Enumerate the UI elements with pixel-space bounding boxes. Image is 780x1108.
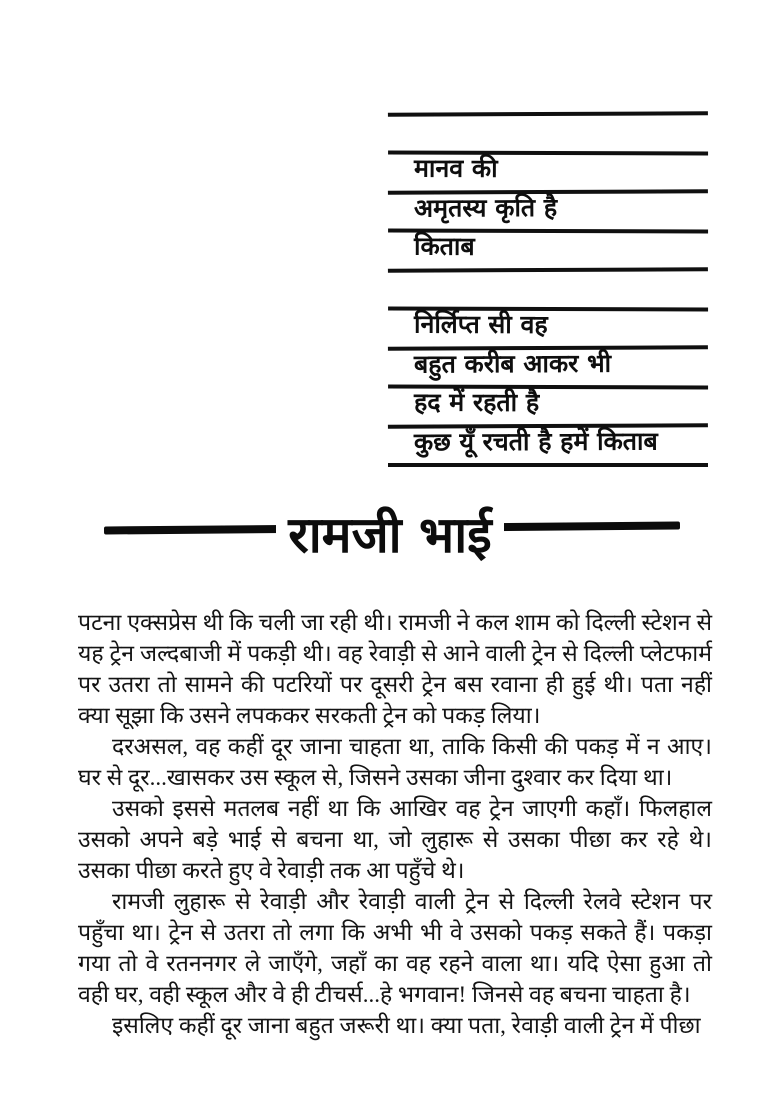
body-text — [78, 607, 712, 1041]
body-paragraph: पटना एक्सप्रेस थी कि चली जा रही थी। रामजी ने कल शाम को दिल्ली स्टेशन से यह ट्रेन जल्दबाजी में पकड़ी थी। वह रेवाड़ी से आने वाली ट्रेन से दिल्ली प्लेटफार्म पर उतरा तो सामने की पटरियों पर दूसरी ट्रेन बस रवाना ही हुई थी। पता नहीं क्या सूझा कि उसने लपककर सरकती ट्रेन को पकड़ लिया। — [78, 610, 712, 728]
poem-ruled-line — [388, 189, 708, 229]
body-paragraph: दरअसल, वह कहीं दूर जाना चाहता था, ताकि किसी की पकड़ में न आए। घर से दूर...खासकर उस स्कूल से, जिसने उसका जीना दुश्वार कर दिया था। — [78, 734, 712, 790]
body-paragraph: रामजी लुहारू से रेवाड़ी और रेवाड़ी वाली ट्रेन से दिल्ली रेलवे स्टेशन पर पहुँचा था। ट्रेन से उतरा तो लगा कि अभी भी वे उसको पकड़ सकते हैं। पकड़ा गया तो वे रतननगर ले जाएँगे, जहाँ का वह रहने वाला था। यदि ऐसा हुआ तो वही घर, वही स्कूल और वे ही टीचर्स...हे भगवान! जिनसे वह बचना चाहता है। — [78, 889, 712, 1007]
poem-ruled-line — [388, 306, 708, 346]
poem-ruled-line — [388, 228, 708, 268]
poem-ruled-line — [388, 345, 708, 385]
poem-line: कुछ यूँ रचती है हमें किताब — [413, 426, 658, 457]
chapter-title: रामजी भाई — [276, 498, 503, 572]
poem-line: किताब — [413, 231, 475, 261]
poem-ruled-line-empty-gap — [388, 267, 708, 307]
poem-ruled-line-empty-top — [388, 111, 708, 151]
poem-ruled-line — [388, 384, 708, 424]
poem-ruled-line — [388, 423, 708, 463]
poem-line: निर्लिप्त सी वह — [413, 309, 548, 339]
poem-ruled-line — [388, 150, 708, 190]
poem-line: हद में रहती है — [413, 387, 540, 417]
poem-line: मानव की — [413, 153, 498, 183]
chapter-title-line — [0, 498, 780, 580]
poem-line: अमृतस्य कृति है — [413, 192, 558, 223]
poem-block — [388, 112, 708, 467]
body-paragraph: उसको इससे मतलब नहीं था कि आखिर वह ट्रेन जाएगी कहाँ। फिलहाल उसको अपने बड़े भाई से बचना था, जो लुहारू से उसका पीछा कर रहे थे। उसका पीछा करते हुए वे रेवाड़ी तक आ पहुँचे थे। — [78, 796, 712, 883]
poem-line: बहुत करीब आकर भी — [413, 348, 612, 379]
chapter-title-block — [0, 498, 780, 598]
body-paragraph: इसलिए कहीं दूर जाना बहुत जरूरी था। क्या पता, रेवाड़ी वाली ट्रेन में पीछा — [112, 1013, 701, 1038]
